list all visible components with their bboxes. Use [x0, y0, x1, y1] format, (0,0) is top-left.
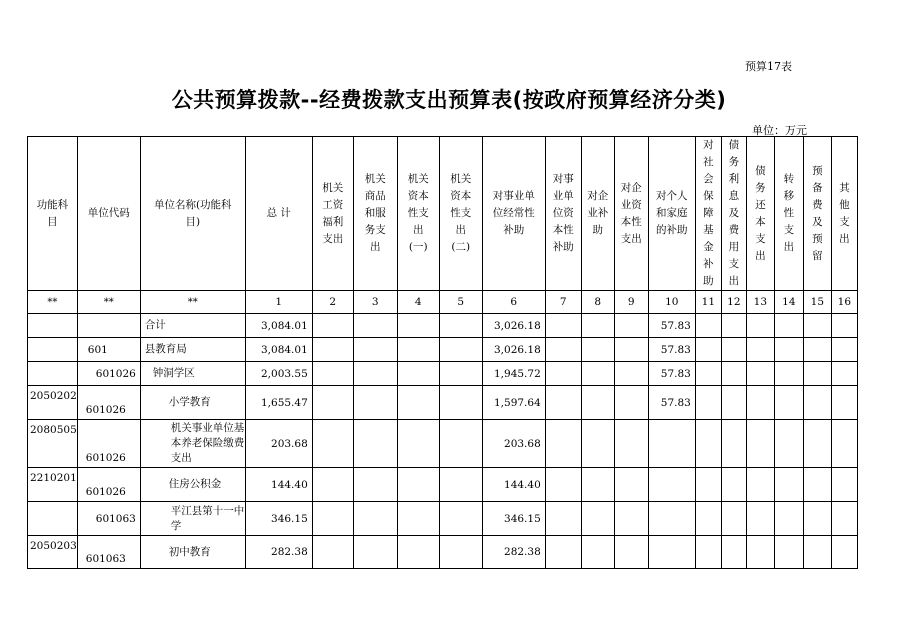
- cell-unit-name: 县教育局: [140, 338, 245, 362]
- doc-number: 预算17表: [745, 60, 792, 73]
- column-number-row: [28, 291, 858, 314]
- cell-empty: [397, 536, 439, 569]
- cell-total: 282.38: [245, 536, 312, 569]
- cell-empty: [721, 362, 746, 386]
- cell-empty: [803, 314, 831, 338]
- cell-unit-name: 机关事业单位基本养老保险缴费支出: [140, 420, 245, 468]
- cell-total: 346.15: [245, 502, 312, 536]
- cell-c10: 57.83: [648, 386, 695, 420]
- cell-empty: [695, 386, 721, 420]
- colnum: 8: [581, 291, 614, 314]
- table-row: [28, 362, 858, 386]
- cell-c6: 203.68: [482, 420, 545, 468]
- colnum: 5: [439, 291, 482, 314]
- cell-empty: [312, 386, 353, 420]
- cell-unit-name: 合计: [140, 314, 245, 338]
- cell-c10: [648, 502, 695, 536]
- header-unit-code: 单位代码: [77, 137, 140, 291]
- colnum: 16: [831, 291, 857, 314]
- cell-total: 2,003.55: [245, 362, 312, 386]
- cell-empty: [721, 386, 746, 420]
- cell-empty: [312, 314, 353, 338]
- header-c12: 债务利息及费用支出: [721, 137, 746, 291]
- cell-empty: [397, 468, 439, 502]
- cell-empty: [397, 338, 439, 362]
- cell-empty: [545, 502, 581, 536]
- header-c9: 对企业资本性支出: [614, 137, 648, 291]
- cell-func-code: [28, 502, 78, 536]
- cell-empty: [614, 502, 648, 536]
- cell-empty: [774, 338, 803, 362]
- cell-empty: [721, 338, 746, 362]
- cell-empty: [721, 502, 746, 536]
- cell-empty: [774, 536, 803, 569]
- cell-empty: [397, 502, 439, 536]
- cell-empty: [312, 536, 353, 569]
- cell-empty: [746, 468, 774, 502]
- cell-empty: [439, 314, 482, 338]
- header-c6: 对事业单位经常性补助: [482, 137, 545, 291]
- cell-empty: [831, 362, 857, 386]
- cell-empty: [312, 420, 353, 468]
- cell-empty: [774, 468, 803, 502]
- cell-empty: [353, 468, 397, 502]
- cell-empty: [581, 362, 614, 386]
- header-c5: 机关资本性支出(二): [439, 137, 482, 291]
- cell-empty: [545, 468, 581, 502]
- cell-func-code: 2210201: [28, 468, 78, 502]
- cell-empty: [312, 338, 353, 362]
- cell-func-code: 2050202: [28, 386, 78, 420]
- header-c8: 对企业补助: [581, 137, 614, 291]
- cell-empty: [545, 420, 581, 468]
- cell-unit-name: 初中教育: [140, 536, 245, 569]
- cell-empty: [439, 362, 482, 386]
- cell-empty: [581, 386, 614, 420]
- cell-empty: [545, 338, 581, 362]
- header-row: [28, 137, 858, 291]
- colnum: 4: [397, 291, 439, 314]
- cell-c6: 1,597.64: [482, 386, 545, 420]
- cell-empty: [695, 420, 721, 468]
- cell-c10: 57.83: [648, 314, 695, 338]
- header-c15: 预备费及预留: [803, 137, 831, 291]
- cell-empty: [746, 386, 774, 420]
- colnum: 9: [614, 291, 648, 314]
- cell-unit-name: 平江县第十一中学: [140, 502, 245, 536]
- header-c4: 机关资本性支出(一): [397, 137, 439, 291]
- table-row: [28, 420, 858, 468]
- cell-empty: [614, 420, 648, 468]
- cell-empty: [614, 314, 648, 338]
- cell-empty: [312, 468, 353, 502]
- cell-c10: [648, 536, 695, 569]
- cell-unit-code: 601063: [77, 536, 140, 569]
- cell-empty: [831, 338, 857, 362]
- cell-empty: [831, 468, 857, 502]
- cell-empty: [581, 536, 614, 569]
- cell-empty: [831, 314, 857, 338]
- cell-empty: [774, 386, 803, 420]
- cell-empty: [803, 502, 831, 536]
- cell-empty: [614, 386, 648, 420]
- cell-empty: [545, 386, 581, 420]
- cell-empty: [581, 420, 614, 468]
- colnum: 1: [245, 291, 312, 314]
- cell-empty: [439, 536, 482, 569]
- colnum: 11: [695, 291, 721, 314]
- colnum: 3: [353, 291, 397, 314]
- cell-empty: [614, 536, 648, 569]
- cell-c6: 282.38: [482, 536, 545, 569]
- table-row: [28, 386, 858, 420]
- colnum: 10: [648, 291, 695, 314]
- header-total: 总 计: [245, 137, 312, 291]
- header-func: 功能科目: [28, 137, 78, 291]
- cell-empty: [581, 502, 614, 536]
- cell-c10: 57.83: [648, 362, 695, 386]
- cell-empty: [746, 420, 774, 468]
- cell-empty: [614, 362, 648, 386]
- cell-empty: [695, 468, 721, 502]
- cell-total: 3,084.01: [245, 338, 312, 362]
- cell-empty: [439, 468, 482, 502]
- cell-empty: [545, 362, 581, 386]
- cell-empty: [746, 536, 774, 569]
- cell-func-code: [28, 314, 78, 338]
- cell-func-code: 2080505: [28, 420, 78, 468]
- cell-unit-name: 小学教育: [140, 386, 245, 420]
- cell-empty: [695, 536, 721, 569]
- cell-empty: [695, 502, 721, 536]
- cell-empty: [803, 468, 831, 502]
- cell-unit-code: 601063: [77, 502, 140, 536]
- cell-empty: [721, 536, 746, 569]
- colnum: 14: [774, 291, 803, 314]
- cell-empty: [353, 338, 397, 362]
- cell-empty: [721, 314, 746, 338]
- cell-c6: 144.40: [482, 468, 545, 502]
- cell-func-code: [28, 362, 78, 386]
- cell-empty: [774, 362, 803, 386]
- cell-empty: [831, 536, 857, 569]
- cell-empty: [353, 536, 397, 569]
- cell-total: 1,655.47: [245, 386, 312, 420]
- page-title: 公共预算拨款--经费拨款支出预算表(按政府预算经济分类): [171, 88, 727, 112]
- cell-empty: [439, 502, 482, 536]
- header-c13: 债务还本支出: [746, 137, 774, 291]
- cell-unit-code: 601026: [77, 362, 140, 386]
- cell-empty: [695, 314, 721, 338]
- cell-empty: [439, 386, 482, 420]
- unit-label: 单位：万元: [752, 124, 807, 137]
- cell-total: 203.68: [245, 420, 312, 468]
- cell-empty: [581, 468, 614, 502]
- cell-empty: [439, 420, 482, 468]
- header-c2: 机关工资福利支出: [312, 137, 353, 291]
- cell-unit-code: 601026: [77, 468, 140, 502]
- cell-empty: [803, 386, 831, 420]
- cell-empty: [312, 502, 353, 536]
- cell-empty: [774, 420, 803, 468]
- table-row: [28, 338, 858, 362]
- header-c14: 转移性支出: [774, 137, 803, 291]
- cell-empty: [397, 420, 439, 468]
- cell-c6: 3,026.18: [482, 338, 545, 362]
- cell-empty: [581, 314, 614, 338]
- cell-empty: [545, 314, 581, 338]
- cell-empty: [746, 362, 774, 386]
- cell-empty: [695, 338, 721, 362]
- cell-c10: [648, 420, 695, 468]
- cell-unit-code: [77, 314, 140, 338]
- cell-func-code: [28, 338, 78, 362]
- cell-empty: [774, 314, 803, 338]
- header-c16: 其他支出: [831, 137, 857, 291]
- cell-empty: [312, 362, 353, 386]
- budget-table: [27, 136, 858, 569]
- cell-unit-code: 601026: [77, 420, 140, 468]
- table-row: [28, 502, 858, 536]
- cell-empty: [831, 502, 857, 536]
- cell-empty: [614, 468, 648, 502]
- colnum: 7: [545, 291, 581, 314]
- cell-empty: [721, 468, 746, 502]
- cell-empty: [353, 502, 397, 536]
- cell-empty: [746, 502, 774, 536]
- cell-empty: [353, 362, 397, 386]
- cell-empty: [353, 386, 397, 420]
- cell-c6: 346.15: [482, 502, 545, 536]
- cell-empty: [614, 338, 648, 362]
- cell-empty: [695, 362, 721, 386]
- cell-unit-name: 住房公积金: [140, 468, 245, 502]
- cell-empty: [581, 338, 614, 362]
- cell-total: 144.40: [245, 468, 312, 502]
- colnum: 12: [721, 291, 746, 314]
- cell-empty: [353, 420, 397, 468]
- header-c7: 对事业单位资本性补助: [545, 137, 581, 291]
- table-row: [28, 536, 858, 569]
- cell-empty: [803, 338, 831, 362]
- cell-empty: [774, 502, 803, 536]
- cell-empty: [353, 314, 397, 338]
- cell-unit-name: 钟洞学区: [140, 362, 245, 386]
- table-row: [28, 468, 858, 502]
- colnum: 2: [312, 291, 353, 314]
- cell-empty: [439, 338, 482, 362]
- cell-empty: [397, 314, 439, 338]
- cell-empty: [397, 386, 439, 420]
- cell-empty: [721, 420, 746, 468]
- header-unit-name: 单位名称(功能科目): [140, 137, 245, 291]
- cell-unit-code: 601: [77, 338, 140, 362]
- cell-empty: [746, 314, 774, 338]
- cell-empty: [803, 362, 831, 386]
- cell-total: 3,084.01: [245, 314, 312, 338]
- cell-c10: 57.83: [648, 338, 695, 362]
- cell-c6: 1,945.72: [482, 362, 545, 386]
- header-c11: 对社会保障基金补助: [695, 137, 721, 291]
- colnum: 6: [482, 291, 545, 314]
- colnum: **: [28, 291, 78, 314]
- cell-empty: [397, 362, 439, 386]
- cell-unit-code: 601026: [77, 386, 140, 420]
- cell-empty: [831, 420, 857, 468]
- colnum: **: [140, 291, 245, 314]
- table-row: [28, 314, 858, 338]
- cell-empty: [545, 536, 581, 569]
- cell-c10: [648, 468, 695, 502]
- header-c3: 机关商品和服务支出: [353, 137, 397, 291]
- cell-empty: [803, 536, 831, 569]
- cell-empty: [803, 420, 831, 468]
- header-c10: 对个人和家庭的补助: [648, 137, 695, 291]
- cell-empty: [746, 338, 774, 362]
- cell-func-code: 2050203: [28, 536, 78, 569]
- colnum: 15: [803, 291, 831, 314]
- cell-c6: 3,026.18: [482, 314, 545, 338]
- cell-empty: [831, 386, 857, 420]
- colnum: 13: [746, 291, 774, 314]
- colnum: **: [77, 291, 140, 314]
